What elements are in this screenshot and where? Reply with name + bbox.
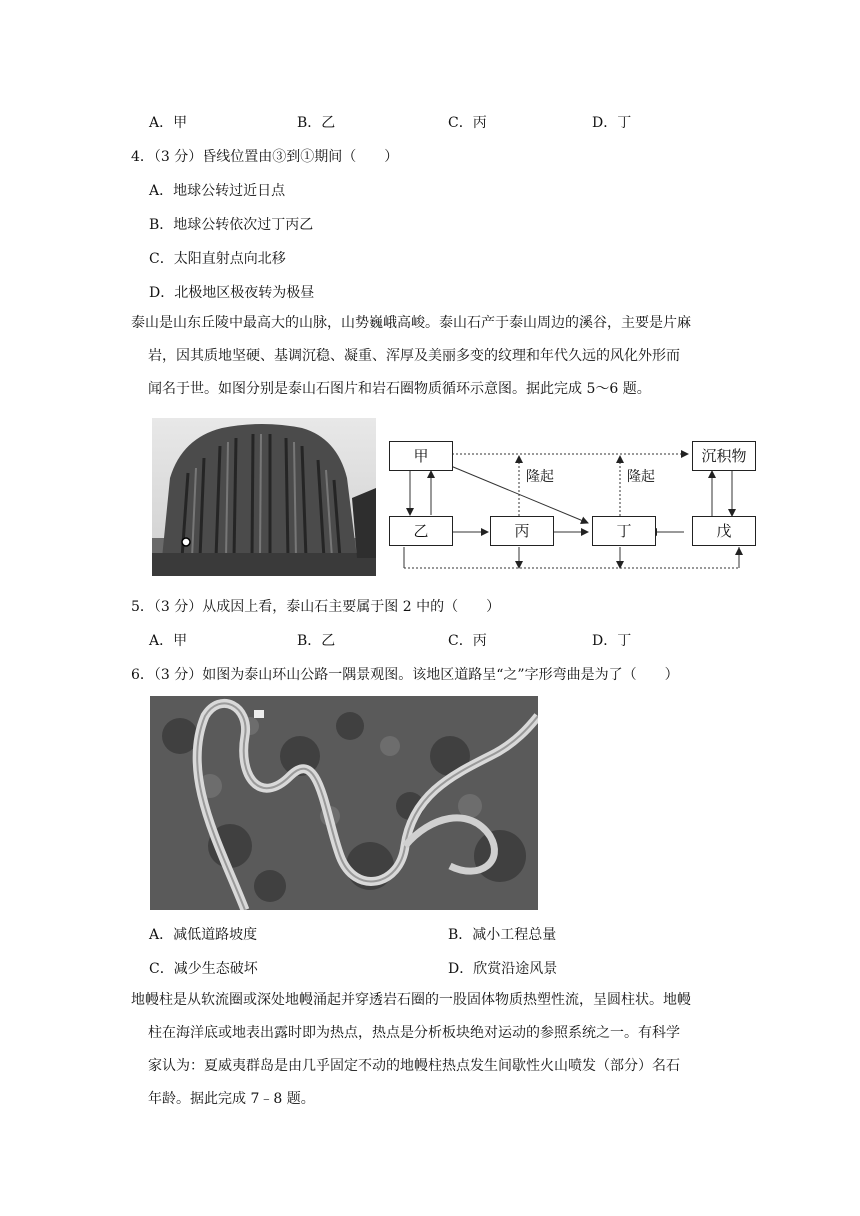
passage-mantle-line-1: 地幔柱是从软流圈或深处地幔涌起并穿透岩石圈的一股固体物质热塑性流，呈圆柱状。地幔 [131, 992, 691, 1008]
node-yi: 乙 [389, 516, 453, 546]
mountain-road-photo [150, 696, 538, 910]
q5-option-d: D．丁 [592, 633, 632, 649]
q4-option-c: C．太阳直射点向北移 [149, 251, 286, 267]
q6-option-b: B．减小工程总量 [448, 927, 557, 943]
q5-option-a: A．甲 [149, 633, 188, 649]
passage-taishan [131, 307, 731, 406]
passage-taishan-line-3: 闻名于世。如图分别是泰山石图片和岩石圈物质循环示意图。据此完成 5～6 题。 [148, 381, 651, 397]
q6-option-d: D．欣赏沿途风景 [448, 961, 558, 977]
passage-mantle-line-3: 家认为：夏威夷群岛是由几乎固定不动的地幔柱热点发生间歇性火山喷发（部分）名石 [148, 1058, 680, 1074]
q5-option-c: C．丙 [448, 633, 487, 649]
q3-option-a: A．甲 [149, 115, 188, 131]
q5-stem: 5．（3 分）从成因上看，泰山石主要属于图 2 中的（ ） [131, 599, 501, 615]
node-bing: 丙 [490, 516, 554, 546]
q6-stem: 6．（3 分）如图为泰山环山公路一隅景观图。该地区道路呈“之”字形弯曲是为了（ ） [131, 667, 679, 683]
q6-option-a: A．减低道路坡度 [149, 927, 258, 943]
node-ding: 丁 [592, 516, 656, 546]
passage-taishan-line-1: 泰山是山东丘陵中最高大的山脉，山势巍峨高峻。泰山石产于泰山周边的溪谷，主要是片麻 [131, 315, 691, 331]
q5-option-b: B．乙 [297, 633, 336, 649]
node-wu: 戊 [692, 516, 756, 546]
q3-option-b: B．乙 [297, 115, 336, 131]
uplift-label-1: 隆起 [526, 469, 554, 485]
uplift-label-2: 隆起 [627, 469, 655, 485]
q4-stem: 4．（3 分）昏线位置由③到①期间（ ） [131, 149, 399, 165]
taishan-stone-photo [152, 418, 376, 576]
q4-option-d: D．北极地区极夜转为极昼 [149, 285, 315, 301]
passage-taishan-line-2: 岩，因其质地坚硬、基调沉稳、凝重、浑厚及美丽多变的纹理和年代久远的风化外形而 [148, 348, 680, 364]
passage-mantle-plume [131, 984, 731, 1116]
q5-options [0, 630, 860, 652]
q3-option-d: D．丁 [592, 115, 632, 131]
passage-mantle-line-2: 柱在海洋底或地表出露时即为热点，热点是分析板块绝对运动的参照系统之一。有科学 [148, 1025, 680, 1041]
q6-option-c: C．减少生态破坏 [149, 961, 258, 977]
node-jia: 甲 [389, 441, 453, 471]
node-sediment: 沉积物 [692, 441, 756, 471]
passage-mantle-line-4: 年龄。据此完成 7﹣8 题。 [148, 1091, 315, 1107]
q4-option-b: B．地球公转依次过丁丙乙 [149, 217, 314, 233]
q4-option-a: A．地球公转过近日点 [149, 183, 286, 199]
q3-options [0, 112, 860, 134]
q3-option-c: C．丙 [448, 115, 487, 131]
